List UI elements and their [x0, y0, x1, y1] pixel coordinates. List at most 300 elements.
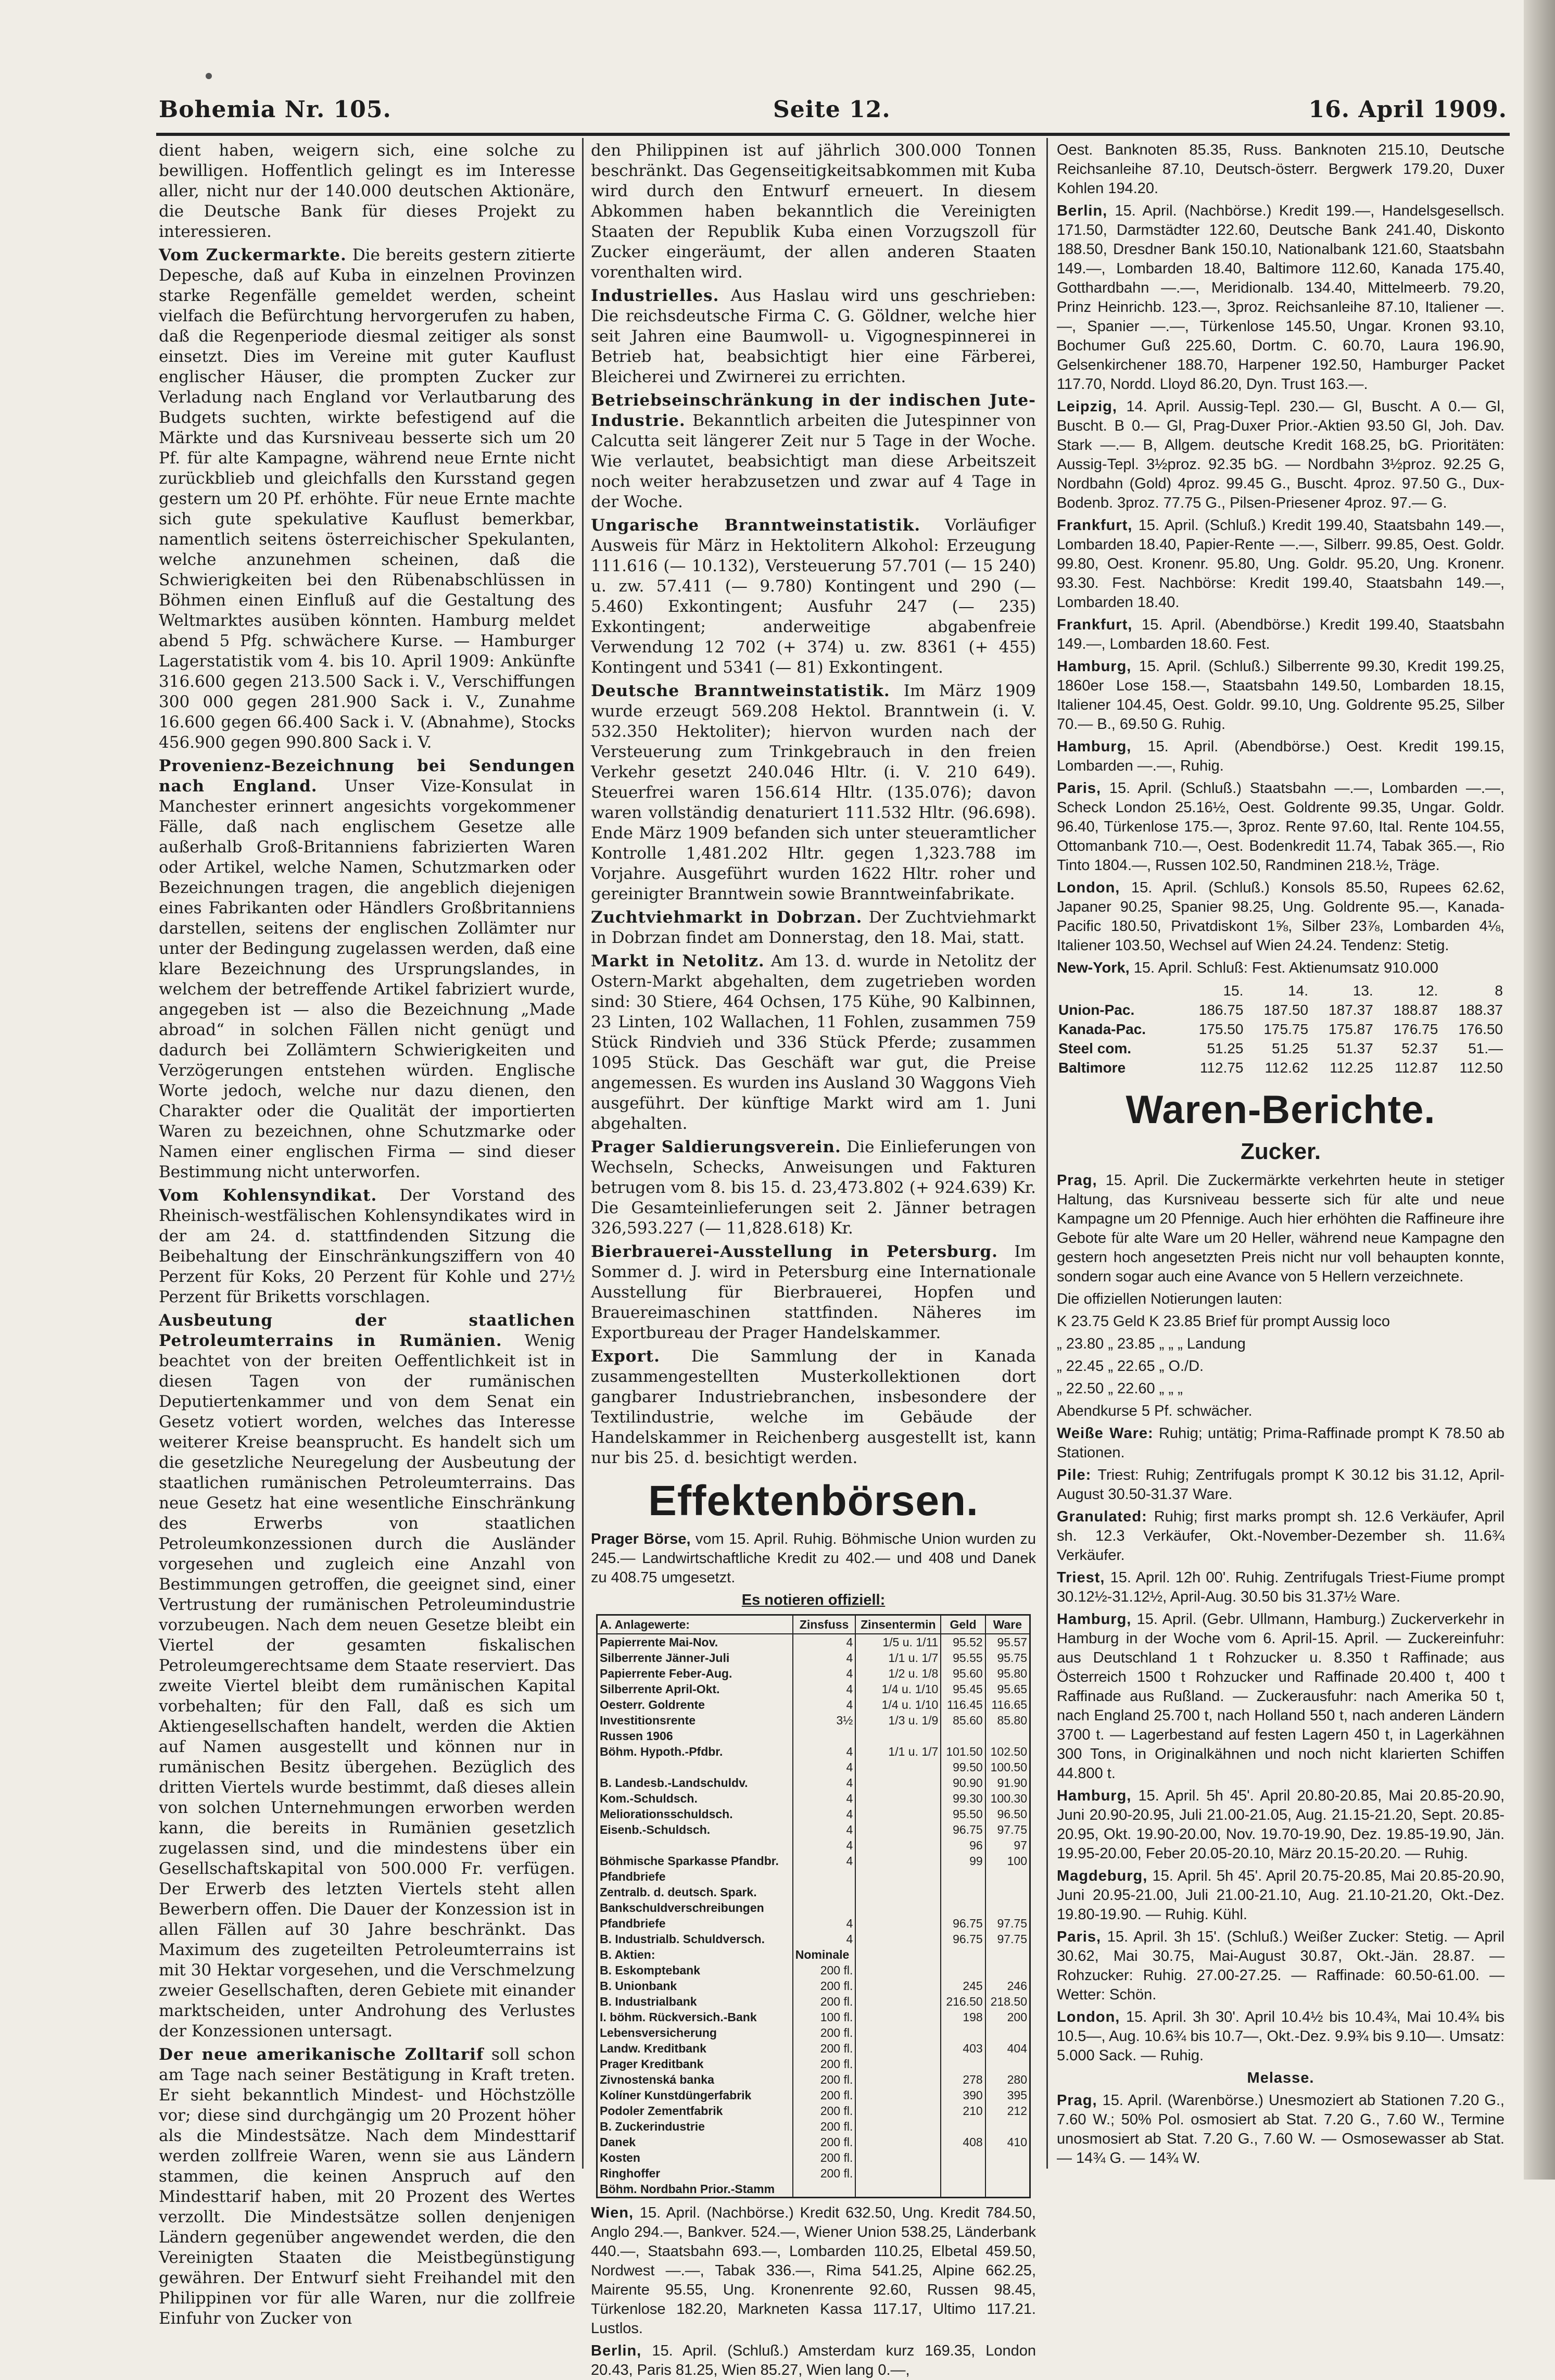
waren-heading: Hamburg, — [1057, 1787, 1132, 1804]
waren-text: 15. April. 5h 45'. April 20.80-20.85, Mai 20.85-20.90, Juni 20.90-20.95, Juli 21.00-21.05, Aug. 21.15-21.20, Sept. 20.85-20.95, Okt. 19.90-20.00, Nov. 19.70-19.90, Dez. 19.85-19.90, Jän. 19.95-20.00, Feber 20.05-20.10, März 20.15-20.20. — Ruhig. — [1057, 1787, 1505, 1862]
kurs-cell: Oesterr. Goldrente — [600, 1698, 705, 1711]
waren-heading: Triest, — [1057, 1569, 1105, 1586]
kurs-cell — [855, 1931, 941, 1947]
kurs-row — [598, 1837, 1029, 1853]
kurs-cell — [985, 1869, 1029, 1884]
waren-text: „ 23.80 „ 23.85 „ „ „ Landung — [1057, 1336, 1246, 1352]
article-text: Der Vorstand des Rheinisch-westfälischen Kohlensyndikates wird in der am 24. d. stattfindenden Sitzung die Beibehaltung der Einschränkungsziffern von 40 Perzent für Koks, 20 Perzent für Kohle und 27½ Perzent für Briketts vorschlagen. — [159, 1186, 575, 1306]
kurs-cell: 100 — [985, 1853, 1029, 1869]
newyork-cell: 112.25 — [1330, 1060, 1373, 1076]
kurs-row — [598, 1806, 1029, 1822]
kurs-cell: 4 — [793, 1697, 856, 1712]
waren-paragraph — [1057, 1867, 1505, 1924]
kurs-cell — [855, 2056, 941, 2072]
article-paragraph — [159, 2045, 575, 2329]
kurs-section-label: B. Aktien: — [600, 1948, 655, 1961]
kurs-row — [598, 1916, 1029, 1931]
kurs-cell — [855, 2041, 941, 2056]
kurs-row — [598, 1759, 1029, 1775]
column-3 — [1057, 141, 1505, 2171]
kurs-cell: 4 — [793, 1681, 856, 1697]
kurs-cell: Investitionsrente — [600, 1714, 696, 1727]
article-paragraph — [159, 1186, 575, 1307]
kurs-column-header: Zinsfuss — [793, 1616, 856, 1634]
kurs-cell — [855, 2025, 941, 2041]
kurs-cell: 95.65 — [985, 1681, 1029, 1697]
kurs-cell: 280 — [985, 2072, 1029, 2087]
article-text: Unser Vize-Konsulat in Manchester erinnert angesichts vorgekommener Fälle, daß nach englischem Gesetze alle außerhalb Groß-Britanniens fabrizierten Waren oder Artikel, welche Namen, Schutzmarken oder Bezeichnungen tragen, die angeblich diejenigen eines Fabrikanten oder Händlers Großbritanniens darstellen, seitens der englischen Zollämter nur unter der Bedingung zugelassen werden, daß eine klare Bezeichnung des Ursprungslandes, in welchem der betreffende Artikel fabriziert wurde, angegeben ist — also die Bezeichnung „Made abroad“ in solchen Fällen nicht genügt und dadurch bei Zollämtern Schwierigkeiten und Verzögerungen entstehen würden. Englische Worte jedoch, welche nur dazu dienen, den Charakter oder die Qualität der importierten Waren zu bezeichnen, ohne Schutzmarke oder Namen einer englischen Firma — sind dieser Bestimmung nicht unterworfen. — [159, 777, 575, 1181]
kurs-cell: 200 fl. — [793, 2119, 856, 2134]
article-heading: Bierbrauerei-Ausstellung in Petersburg. — [591, 1242, 998, 1261]
waren-heading: Prag, — [1057, 2092, 1097, 2109]
article-text: Oest. Banknoten 85.35, Russ. Banknoten 215.10, Deutsche Reichsanleihe 87.10, Deutsch-österr. Bergwerk 179.20, Duxer Kohlen 194.20. — [1057, 142, 1505, 197]
kurs-row — [598, 2087, 1029, 2103]
kurs-cell: 95.55 — [941, 1650, 985, 1666]
kurs-cell: 97.75 — [985, 1931, 1029, 1947]
issue-date: 16. April 1909. — [1308, 96, 1507, 123]
kurs-row — [598, 2119, 1029, 2134]
column-3-reports — [1057, 141, 1505, 955]
article-paragraph — [591, 2341, 1036, 2380]
kurs-row — [598, 2150, 1029, 2165]
article-text: 15. April. (Abendbörse.) Oest. Kredit 199.15, Lombarden —.—, Ruhig. — [1057, 738, 1505, 774]
kurs-cell — [941, 2165, 985, 2181]
kurs-cell: 210 — [941, 2103, 985, 2119]
kurs-cell — [941, 1962, 985, 1978]
kurs-cell: Zentralb. d. deutsch. Spark. — [600, 1885, 757, 1899]
kurs-cell — [941, 2025, 985, 2041]
kurs-cell: 116.45 — [941, 1697, 985, 1712]
waren-heading: Weiße Ware: — [1057, 1425, 1154, 1442]
waren-paragraph — [1057, 1357, 1505, 1376]
article-paragraph — [1057, 615, 1505, 654]
waren-subtitle: Zucker. — [1240, 1139, 1321, 1164]
article-paragraph — [159, 756, 575, 1182]
kurs-table — [596, 1614, 1031, 2198]
kurs-cell: Bankschuldverschreibungen — [600, 1901, 764, 1915]
kurs-cell — [855, 1791, 941, 1806]
article-text: Die bereits gestern zitierte Depesche, daß auf Kuba in einzelnen Provinzen starke Regenfälle gemeldet werden, scheint vielfach die Befürchtung hervorgerufen zu haben, daß die Regenperiode diesmal zeitiger als sonst einsetzt. Dies im Vereine mit guter Kauflust englischer Häuser, die prompten Zucker zur Verladung nach England vor Verlautbarung des Budgets suchten, wirkte befestigend auf die Märkte und das Kursniveau besserte sich um 20 Pf. für alte Kampagne, während neue Ernte nicht zurückblieb und gleichfalls den Kursstand gegen gestern um 20 Pf. erhöhte. Für neue Ernte machte sich gute spekulative Kauflust bemerkbar, namentlich seitens österreichischer Spekulanten, welche anzunehmen scheinen, daß die Schwierigkeiten bei den Rübenabschlüssen in Böhmen einen Einfluß auf die Gestaltung des Weltmarktes ausüben könnten. Hamburg meldet abend 5 Pfg. schwächere Kurse. — Hamburger Lagerstatistik vom 4. bis 10. April 1909: Ankünfte 316.600 gegen 213.500 Sack i. V., Verschiffungen 300 000 gegen 281.900 Sack i. V., Zunahme 16.600 gegen 66.400 Sack i. V. (Abnahme), Stocks 456.900 gegen 990.800 Sack i. V. — [159, 246, 575, 752]
kurs-cell — [855, 1806, 941, 1822]
kurs-cell: B. Unionbank — [600, 1979, 677, 1993]
kurs-cell: 91.90 — [985, 1775, 1029, 1791]
kurs-cell — [985, 2165, 1029, 2181]
kurs-cell — [941, 2150, 985, 2165]
waren-text: Ruhig; untätig; Prima-Raffinade prompt K 78.50 ab Stationen. — [1057, 1425, 1505, 1461]
kurs-cell — [941, 1884, 985, 1900]
kurs-cell — [598, 1837, 793, 1853]
kurs-cell: 200 fl. — [793, 2165, 856, 2181]
newyork-report — [1057, 959, 1505, 978]
kurs-row — [598, 1884, 1029, 1900]
article-text: Im März 1909 wurde erzeugt 569.208 Hektol. Branntwein (i. V. 532.350 Hektoliter); hiervon wurden nach der Versteuerung zum Trinkgebrauch in den freien Verkehr gesetzt 240.046 Hltr. (i. V. 210 649). Steuerfrei waren 156.614 Hltr. (135.076); davon waren vollständig denaturiert 111.532 Hltr. (96.698). Ende März 1909 befanden sich unter steueramtlicher Kontrolle 1,481.202 Hltr. gegen 1,323.788 im Vorjahre. Ausgeführt wurden 1622 Hltr. roher und gereinigter Branntwein sowie Branntweinfabrikate. — [591, 682, 1036, 903]
ink-spot — [206, 73, 212, 79]
column-1 — [159, 141, 576, 2328]
waren-paragraph — [1057, 1507, 1505, 1565]
waren-heading: London, — [1057, 2009, 1120, 2025]
waren-text: Abendkurse 5 Pf. schwächer. — [1057, 1403, 1253, 1419]
kurs-cell — [855, 1900, 941, 1916]
waren-paragraph — [1057, 1424, 1505, 1463]
kurs-cell: 403 — [941, 2041, 985, 2056]
kurs-cell — [855, 2087, 941, 2103]
article-heading: Vom Zuckermarkte. — [159, 246, 347, 265]
kurs-cell: 100.30 — [985, 1791, 1029, 1806]
newyork-cell: Baltimore — [1058, 1060, 1126, 1076]
kurs-cell — [855, 1822, 941, 1837]
kurs-cell — [985, 2119, 1029, 2134]
kurs-cell: 200 fl. — [793, 2056, 856, 2072]
kurs-row — [598, 1900, 1029, 1916]
kurs-cell: 408 — [941, 2134, 985, 2150]
article-paragraph — [591, 141, 1036, 283]
prager-boerse-text: vom 15. April. Ruhig. Böhmische Union wurden zu 245.— Landwirtschaftliche Kredit zu 402.— und 408 und Danek zu 408.75 umgesetzt. — [591, 1531, 1036, 1586]
kurs-cell — [793, 1728, 856, 1744]
waren-title: Waren-Berichte. — [1126, 1088, 1436, 1132]
kurs-cell — [598, 1759, 793, 1775]
newyork-date: 8 — [1495, 983, 1503, 999]
newyork-cell: 51.37 — [1336, 1040, 1373, 1056]
article-paragraph — [591, 681, 1036, 904]
kurs-cell: Silberrente April-Okt. — [600, 1682, 720, 1696]
kurs-cell — [793, 1900, 856, 1916]
newyork-cell: 112.75 — [1199, 1060, 1244, 1076]
article-heading: Frankfurt, — [1057, 517, 1133, 534]
kurs-cell: 200 fl. — [793, 2134, 856, 2150]
kurs-cell: 100.50 — [985, 1759, 1029, 1775]
waren-paragraph — [1057, 2069, 1505, 2088]
kurs-cell: 1/4 u. 1/10 — [855, 1697, 941, 1712]
newyork-cell: 112.62 — [1265, 1060, 1309, 1076]
kurs-cell: 4 — [793, 1775, 856, 1791]
article-text: 15. April. (Abendbörse.) Kredit 199.40, Staatsbahn 149.—, Lombarden 18.60. Fest. — [1057, 616, 1505, 652]
column-2-articles — [591, 141, 1036, 1468]
kurs-cell — [985, 1728, 1029, 1744]
kurs-row — [598, 1712, 1029, 1728]
kurs-cell: 95.80 — [985, 1666, 1029, 1681]
kurs-section-nominal: Nominale — [793, 1947, 856, 1962]
article-heading: Hamburg, — [1057, 658, 1132, 675]
waren-paragraph — [1057, 1334, 1505, 1354]
waren-text: „ 22.45 „ 22.65 „ O./D. — [1057, 1358, 1204, 1375]
kurs-cell — [793, 1884, 856, 1900]
article-text: Die Sammlung der in Kanada zusammengestellten Musterkollektionen dort gangbarer Industriebranchen, insbesondere der Textilindustrie, welche im Gebäude der Handelskammer in Reichenberg ausgestellt ist, kann nur bis 25. d. besichtigt werden. — [591, 1347, 1036, 1467]
article-heading: Export. — [591, 1347, 660, 1366]
kurs-row — [598, 2041, 1029, 2056]
kurs-row — [598, 2103, 1029, 2119]
article-paragraph — [591, 1137, 1036, 1239]
newyork-cell: 112.50 — [1459, 1060, 1503, 1076]
waren-reports — [1057, 1171, 1505, 2168]
kurs-cell: 85.80 — [985, 1712, 1029, 1728]
newyork-row — [1057, 1039, 1505, 1058]
kurs-cell — [941, 2181, 985, 2197]
kurs-row — [598, 2165, 1029, 2181]
kurs-cell — [855, 2165, 941, 2181]
kurs-cell: 4 — [793, 1806, 856, 1822]
kurs-cell: 4 — [793, 1791, 856, 1806]
newyork-cell: 176.50 — [1458, 1021, 1503, 1037]
waren-paragraph — [1057, 1568, 1505, 1607]
kurs-cell: I. böhm. Rückversich.-Bank — [600, 2010, 757, 2024]
kurs-cell: Böhmische Sparkasse Pfandbr. — [600, 1854, 779, 1868]
article-heading: Vom Kohlensyndikat. — [159, 1186, 377, 1205]
kurs-cell: Danek — [600, 2135, 636, 2149]
article-paragraph — [1057, 657, 1505, 734]
waren-paragraph — [1057, 1379, 1505, 1399]
newyork-cell: 188.37 — [1458, 1002, 1503, 1018]
kurs-cell: 99.50 — [941, 1759, 985, 1775]
issue-label: Bohemia Nr. 105. — [159, 96, 391, 123]
newyork-cell: Union-Pac. — [1058, 1002, 1135, 1018]
article-heading: Markt in Netolitz. — [591, 952, 765, 971]
article-heading: Provenienz-Bezeichnung bei Sendungen nach England. — [159, 757, 575, 796]
kurs-cell — [941, 1900, 985, 1916]
kurs-cell — [855, 2150, 941, 2165]
newyork-lead: New-York, — [1057, 960, 1130, 976]
kurs-cell — [855, 1884, 941, 1900]
article-heading: Betriebseinschränkung in der indischen Jute-Industrie. — [591, 391, 1036, 430]
waren-text: 15. April. 3h 15'. (Schluß.) Weißer Zucker: Stetig. — April 30.62, Mai 30.75, Mai-August 30.87, Okt.-Jän. 28.87. — Rohzucker: Ruhig. 27.00-27.25. — Raffinade: 60.50-61.00. — Wetter: Schön. — [1057, 1929, 1505, 2003]
article-text: dient haben, weigern sich, eine solche zu bewilligen. Hoffentlich gelingt es im Interesse aller, nicht nur der 140.000 deutschen Aktionäre, die Deutsche Bank für dieses Projekt zu interessieren. — [159, 141, 575, 241]
kurs-row — [598, 1931, 1029, 1947]
article-paragraph — [1057, 779, 1505, 875]
article-text: Am 13. d. wurde in Netolitz der Ostern-Markt abgehalten, dem zugetrieben worden sind: 30 Stiere, 464 Ochsen, 175 Kühe, 90 Kalbinnen, 23 Linten, 102 Wallachen, 11 Fohlen, zusammen 759 Stück Rindvieh und 336 Stück Pferde; zusammen 1095 Stück. Das Geschäft war gut, die Preise angemessen. Es wurden ins Ausland 30 Waggons Vieh ausgeführt. Der künftige Markt wird am 1. Juni abgehalten. — [591, 952, 1036, 1133]
article-heading: Berlin, — [1057, 203, 1108, 219]
kurs-cell: 90.90 — [941, 1775, 985, 1791]
kurs-cell: 96.75 — [941, 1916, 985, 1931]
kurs-cell: Papierrente Mai-Nov. — [600, 1635, 718, 1649]
article-text: Bekanntlich arbeiten die Jutespinner von Calcutta seit längerer Zeit nur 5 Tage in der Woche. Wie verlautet, beabsichtigt man diese Arbeitszeit noch weiter herabzusetzen und zwar auf 4 Tage in der Woche. — [591, 411, 1036, 511]
kurs-cell — [985, 2056, 1029, 2072]
page-number: Seite 12. — [773, 96, 891, 123]
article-text: Wenig beachtet von der breiten Oeffentlichkeit ist in diesen Tagen von der rumänischen Deputiertenkammer und von dem Senat ein Gesetz votiert worden, welches das Interesse weiterer Kreise beansprucht. Es handelt sich um die gesetzliche Neuregelung der Ausbeutung der staatlichen rumänischen Petroleumterrains. Das neue Gesetz hat eine wesentliche Einschränkung des Erwerbs von staatlichen Petroleumkonzessionen durch die Ausländer vorgesehen und zugleich eine Anzahl von Bestimmungen getroffen, die geeignet sind, einer Vertrustung der rumänischen Petroleumindustrie vorzubeugen. Nach dem neuen Gesetze bleibt ein Viertel der gesamten fiskalischen Petroleumgerechtsame dem Staate reserviert. Das zweite Viertel bleibt dem rumänischen Kapital vorbehalten; für den Fall, daß es sich um Aktiengesellschaften handelt, werden die Aktien auf Namen ausgestellt und können nur in rumänischen Besitz übergehen. Bezüglich des dritten Viertels wurde bestimmt, daß dieses allein von solchen Unternehmungen erworben werden kann, die bereits in Rumänien gesetzlich zugelassen sind, und die mindestens über ein Gesellschaftskapital von 500.000 Fr. verfügen. Der Erwerb des letzten Viertels steht allen Bewerbern offen. Die Dauer der Konzession ist in allen Fällen auf 30 Jahre beschränkt. Das Maximum des zugeteilten Petroleumterrains ist mit 30 Hektar vorgesehen, und die Verschmelzung zweier Gesellschaften, deren Gebiete mit einander marktscheiden, unter Androhung des Verlustes der Konzessionen untersagt. — [159, 1331, 575, 2041]
kurs-cell: 245 — [941, 1978, 985, 1994]
waren-heading: Paris, — [1057, 1929, 1101, 1945]
kurs-cell: 200 fl. — [793, 1978, 856, 1994]
kurs-cell — [855, 1962, 941, 1978]
kurs-cell: 200 fl. — [793, 2150, 856, 2165]
article-paragraph — [1057, 516, 1505, 612]
article-paragraph — [591, 2203, 1036, 2338]
newyork-row — [1057, 1019, 1505, 1039]
kurs-cell: 4 — [793, 1744, 856, 1759]
newyork-cell: 52.37 — [1401, 1040, 1438, 1056]
article-heading: Frankfurt, — [1057, 616, 1133, 633]
kurs-cell: Meliorationsschuldsch. — [600, 1807, 733, 1821]
newyork-date-row — [1057, 981, 1505, 1000]
kurs-cell: 216.50 — [941, 1994, 985, 2009]
article-heading: Wien, — [591, 2205, 634, 2221]
kurs-cell: 404 — [985, 2041, 1029, 2056]
article-paragraph — [591, 951, 1036, 1134]
kurs-cell: 198 — [941, 2009, 985, 2025]
kurs-cell: 1/3 u. 1/9 — [855, 1712, 941, 1728]
waren-text: 15. April. 3h 30'. April 10.4½ bis 10.4¾, Mai 10.4¾ bis 10.5—, Aug. 10.6¾ bis 10.7—, Okt.-Dez. 9.9¾ bis 9.10—. Umsatz: 5.000 Sack. — Ruhig. — [1057, 2009, 1505, 2064]
kurs-cell: 95.60 — [941, 1666, 985, 1681]
kurs-row — [598, 2025, 1029, 2041]
kurs-row — [598, 1962, 1029, 1978]
kurs-cell: B. Zuckerindustrie — [600, 2120, 705, 2133]
kurs-cell: 97.75 — [985, 1822, 1029, 1837]
article-heading: Industrielles. — [591, 286, 719, 305]
kurs-cell — [793, 2181, 856, 2197]
kurs-cell — [985, 1962, 1029, 1978]
article-paragraph — [591, 908, 1036, 948]
kurs-column-header: Geld — [941, 1616, 985, 1634]
kurs-cell: 4 — [793, 1853, 856, 1869]
kurs-cell: 85.60 — [941, 1712, 985, 1728]
kurs-section-row — [598, 1947, 1029, 1962]
kurs-cell: 4 — [793, 1822, 856, 1837]
kurs-cell — [941, 2056, 985, 2072]
kurs-cell — [855, 1775, 941, 1791]
kurs-table-body — [598, 1634, 1029, 2197]
waren-text: Die offiziellen Notierungen lauten: — [1057, 1291, 1283, 1307]
header-rule — [156, 133, 1510, 136]
kurs-cell — [985, 2025, 1029, 2041]
newyork-text: 15. April. Schluß: Fest. Aktienumsatz 910.000 — [1133, 960, 1438, 976]
article-paragraph — [591, 515, 1036, 678]
kurs-cell: 200 fl. — [793, 2072, 856, 2087]
kurs-cell: Lebensversicherung — [600, 2026, 717, 2039]
article-text: soll schon am Tage nach seiner Bestätigung in Kraft treten. Er sieht bekanntlich Mindest- und Höchstzölle vor; diese sind durchgängig um 20 Prozent höher als die Mindestsätze. Nach dem Mindesttarif werden zollfreie Waren, wenn sie aus Ländern stammen, die keinen Anspruch auf den Mindesttarif haben, mit 20 Prozent des Wertes verzollt. Die Mindestsätze sollen denjenigen Ländern gegenüber angewendet werden, die den Vereinigten Staaten die Meistbegünstigung gewähren. Der Entwurf sieht Freihandel mit den Philippinen vor für alle Waren, nur die zollfreie Einfuhr von Zucker von — [159, 2045, 576, 2328]
waren-paragraph — [1057, 1610, 1505, 1783]
kurs-row — [598, 1978, 1029, 1994]
kurs-cell — [855, 1853, 941, 1869]
kurs-table-header — [598, 1616, 1029, 1634]
kurs-cell — [941, 2119, 985, 2134]
kurs-cell — [855, 2103, 941, 2119]
kurs-cell — [941, 1728, 985, 1744]
article-text: Der Zuchtviehmarkt in Dobrzan findet am Donnerstag, den 18. Mai, statt. — [591, 908, 1036, 947]
article-text: Die Einlieferungen von Wechseln, Schecks, Anweisungen und Fakturen betrugen vom 8. bis 15. d. 23,473.802 (+ 924.639) Kr. Die Gesamteinlieferungen seit 2. Jänner betragen 326,593.227 (— 11,828.618) Kr. — [591, 1138, 1036, 1238]
kurs-cell: 95.57 — [985, 1634, 1029, 1650]
kurs-cell: 100 fl. — [793, 2009, 856, 2025]
waren-paragraph — [1057, 1786, 1505, 1863]
article-text: 15. April. (Nachbörse.) Kredit 632.50, Ung. Kredit 784.50, Anglo 294.—, Bankver. 524.—, Wiener Union 538.25, Länderbank 440.—, Staatsbahn 693.—, Lombarden 110.25, Elbetal 459.50, Nordwest —.—, Tabak 336.—, Rima 541.25, Alpine 662.25, Mairente 95.55, Ung. Kronenrente 92.60, Russen 98.45, Türkenlose 182.20, Markneten Kassa 117.17, Ultimo 117.21. Lustlos. — [591, 2205, 1036, 2337]
kurs-cell: 4 — [793, 1916, 856, 1931]
article-paragraph — [1057, 202, 1505, 394]
article-paragraph — [1057, 878, 1505, 955]
kurs-cell — [985, 2150, 1029, 2165]
newyork-cell: 187.37 — [1329, 1002, 1373, 1018]
kurs-cell: 200 fl. — [793, 2103, 856, 2119]
waren-text: „ 22.50 „ 22.60 „ „ „ — [1057, 1380, 1183, 1397]
kurs-cell — [941, 1947, 985, 1962]
kurs-cell — [855, 2181, 941, 2197]
kurs-cell: 96 — [941, 1837, 985, 1853]
newyork-cell: 51.25 — [1207, 1040, 1244, 1056]
kurs-cell: 218.50 — [985, 1994, 1029, 2009]
article-paragraph — [159, 245, 575, 753]
kurs-cell: Ringhoffer — [600, 2167, 661, 2180]
kurs-cell: 4 — [793, 1931, 856, 1947]
prager-boerse — [591, 1530, 1036, 1588]
article-heading: Ausbeutung der staatlichen Petroleumterrains in Rumänien. — [159, 1311, 575, 1350]
waren-heading: Granulated: — [1057, 1508, 1147, 1525]
kurs-cell: 200 fl. — [793, 2025, 856, 2041]
kurs-cell: 99 — [941, 1853, 985, 1869]
column-2 — [591, 141, 1036, 2378]
newyork-date: 13. — [1352, 983, 1373, 999]
kurs-cell: 1/1 u. 1/7 — [855, 1650, 941, 1666]
kurs-cell: 95.52 — [941, 1634, 985, 1650]
kurs-cell: 278 — [941, 2072, 985, 2087]
article-text: Aus Haslau wird uns geschrieben: Die reichsdeutsche Firma C. G. Göldner, welche hier seit Jahren eine Baumwoll- u. Vigognespinnerei in Betrieb hat, beabsichtigt hier eine Färberei, Bleicherei und Zwirnerei zu errichten. — [591, 286, 1036, 386]
waren-text: 15. April. (Warenbörse.) Unesmoziert ab Stationen 7.20 G., 7.60 W.; 50% Pol. osmosiert ab Stat. 7.20 G., 7.60 W., Termine unosmosiert ab Stat. 7.20 G., 7.60 W. — Osmosewasser ab Stat. — 14¾ G. — 14¾ W. — [1057, 2092, 1505, 2167]
waren-heading: Prag, — [1057, 1172, 1097, 1189]
newyork-blank — [1057, 981, 1180, 1000]
kurs-cell: 390 — [941, 2087, 985, 2103]
waren-heading: Magdeburg, — [1057, 1868, 1148, 1884]
kurs-cell: Pfandbriefe — [600, 1917, 666, 1930]
article-heading: Hamburg, — [1057, 738, 1132, 755]
newyork-row — [1057, 1000, 1505, 1019]
kurs-cell: 4 — [793, 1759, 856, 1775]
kurs-cell — [855, 2072, 941, 2087]
kurs-cell: Kosten — [600, 2151, 640, 2164]
kurs-cell: 97 — [985, 1837, 1029, 1853]
kurs-cell: Kom.-Schuldsch. — [600, 1792, 698, 1805]
newyork-cell: 51.25 — [1271, 1040, 1309, 1056]
kurs-cell: 116.65 — [985, 1697, 1029, 1712]
kurs-cell: 1/5 u. 1/11 — [855, 1634, 941, 1650]
waren-paragraph — [1057, 1928, 1505, 2005]
newyork-date: 12. — [1418, 983, 1438, 999]
waren-paragraph — [1057, 1402, 1505, 1421]
kurs-row — [598, 1853, 1029, 1869]
kurs-row — [598, 2072, 1029, 2087]
kurs-row — [598, 2009, 1029, 2025]
column-rule — [1046, 138, 1048, 2169]
kurs-row — [598, 1650, 1029, 1666]
article-paragraph — [591, 391, 1036, 512]
kurs-column-header: A. Anlagewerte: — [598, 1616, 793, 1634]
kurs-cell: 212 — [985, 2103, 1029, 2119]
article-text: 15. April. (Schluß.) Silberrente 99.30, Kredit 199.25, 1860er Lose 158.—, Staatsbahn 149.50, Lombarden 18.15, Italiener 104.45, Oest. Goldr. 99.10, Ung. Goldrente 95.25, Silber 70.— B., 69.50 G. Ruhig. — [1057, 658, 1505, 733]
kurs-cell — [855, 1869, 941, 1884]
kurs-cell: 200 — [985, 2009, 1029, 2025]
kurs-row — [598, 1869, 1029, 1884]
kurs-cell: Böhm. Nordbahn Prior.-Stamm — [600, 2182, 775, 2196]
newyork-row — [1057, 1058, 1505, 1077]
kurs-cell — [855, 1916, 941, 1931]
article-paragraph — [159, 141, 575, 242]
article-paragraph — [1057, 737, 1505, 776]
kurs-cell: Russen 1906 — [600, 1729, 673, 1743]
kurs-cell: 395 — [985, 2087, 1029, 2103]
article-heading: Leipzig, — [1057, 398, 1117, 415]
kurs-cell — [985, 1884, 1029, 1900]
article-paragraph — [1057, 397, 1505, 513]
kurs-cell: Böhm. Hypoth.-Pfdbr. — [600, 1745, 723, 1758]
kurs-row — [598, 1775, 1029, 1791]
kurs-row — [598, 2056, 1029, 2072]
kurs-cell: B. Industrialbank — [600, 1995, 697, 2008]
newyork-cell: Kanada-Pac. — [1058, 1021, 1146, 1037]
kurs-cell — [855, 2119, 941, 2134]
kurs-column-header: Ware — [985, 1616, 1029, 1634]
newyork-date: 14. — [1288, 983, 1309, 999]
kurs-cell: 200 fl. — [793, 2087, 856, 2103]
article-heading: Prager Saldierungsverein. — [591, 1138, 841, 1156]
kurs-cell: Silberrente Jänner-Juli — [600, 1651, 730, 1665]
newyork-cell: 175.87 — [1329, 1021, 1373, 1037]
kurs-cell — [855, 1978, 941, 1994]
kurs-cell: 95.75 — [985, 1650, 1029, 1666]
kurs-cell — [855, 1759, 941, 1775]
